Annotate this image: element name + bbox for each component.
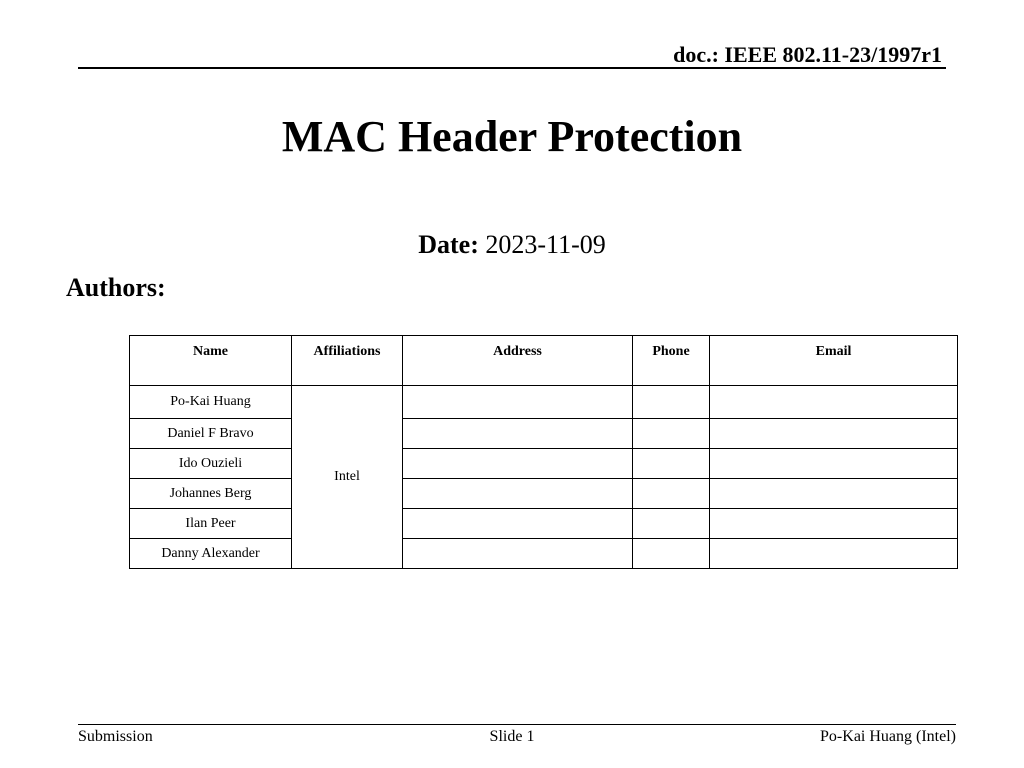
footer-submission: Submission: [78, 728, 153, 745]
table-row: [130, 479, 958, 509]
email-cell: [710, 509, 958, 539]
author-name-cell: Po-Kai Huang: [130, 386, 292, 419]
footer-divider: [78, 724, 956, 725]
column-header-affiliations: Affiliations: [292, 336, 403, 386]
slide-title: MAC Header Protection: [281, 112, 743, 161]
authors-heading: Authors:: [66, 273, 166, 302]
address-cell: [403, 539, 633, 569]
table-header-row: [130, 336, 958, 386]
author-name-cell: Daniel F Bravo: [130, 419, 292, 449]
column-header-address: Address: [403, 336, 633, 386]
email-cell: [710, 419, 958, 449]
email-cell: [710, 449, 958, 479]
phone-cell: [633, 509, 710, 539]
date-line: [0, 228, 1024, 262]
email-cell: [710, 386, 958, 419]
affiliation-cell: Intel: [292, 386, 403, 569]
date-label: Date:: [418, 230, 479, 259]
author-name-cell: Ido Ouzieli: [130, 449, 292, 479]
header-divider: [78, 67, 946, 69]
column-header-email: Email: [710, 336, 958, 386]
table-row: [130, 539, 958, 569]
email-cell: [710, 479, 958, 509]
authors-table: [129, 335, 958, 569]
author-name-cell: Johannes Berg: [130, 479, 292, 509]
address-cell: [403, 386, 633, 419]
author-name-cell: Danny Alexander: [130, 539, 292, 569]
footer-author: Po-Kai Huang (Intel): [820, 728, 956, 745]
phone-cell: [633, 419, 710, 449]
column-header-phone: Phone: [633, 336, 710, 386]
date-value: 2023-11-09: [485, 230, 606, 259]
address-cell: [403, 509, 633, 539]
phone-cell: [633, 479, 710, 509]
footer-slide-number: Slide 1: [489, 728, 535, 745]
table-row: [130, 449, 958, 479]
phone-cell: [633, 539, 710, 569]
phone-cell: [633, 449, 710, 479]
author-name-cell: Ilan Peer: [130, 509, 292, 539]
phone-cell: [633, 386, 710, 419]
table-row: [130, 386, 958, 419]
table-row: [130, 509, 958, 539]
address-cell: [403, 419, 633, 449]
address-cell: [403, 449, 633, 479]
email-cell: [710, 539, 958, 569]
address-cell: [403, 479, 633, 509]
column-header-name: Name: [130, 336, 292, 386]
table-row: [130, 419, 958, 449]
document-id: doc.: IEEE 802.11-23/1997r1: [673, 42, 942, 67]
